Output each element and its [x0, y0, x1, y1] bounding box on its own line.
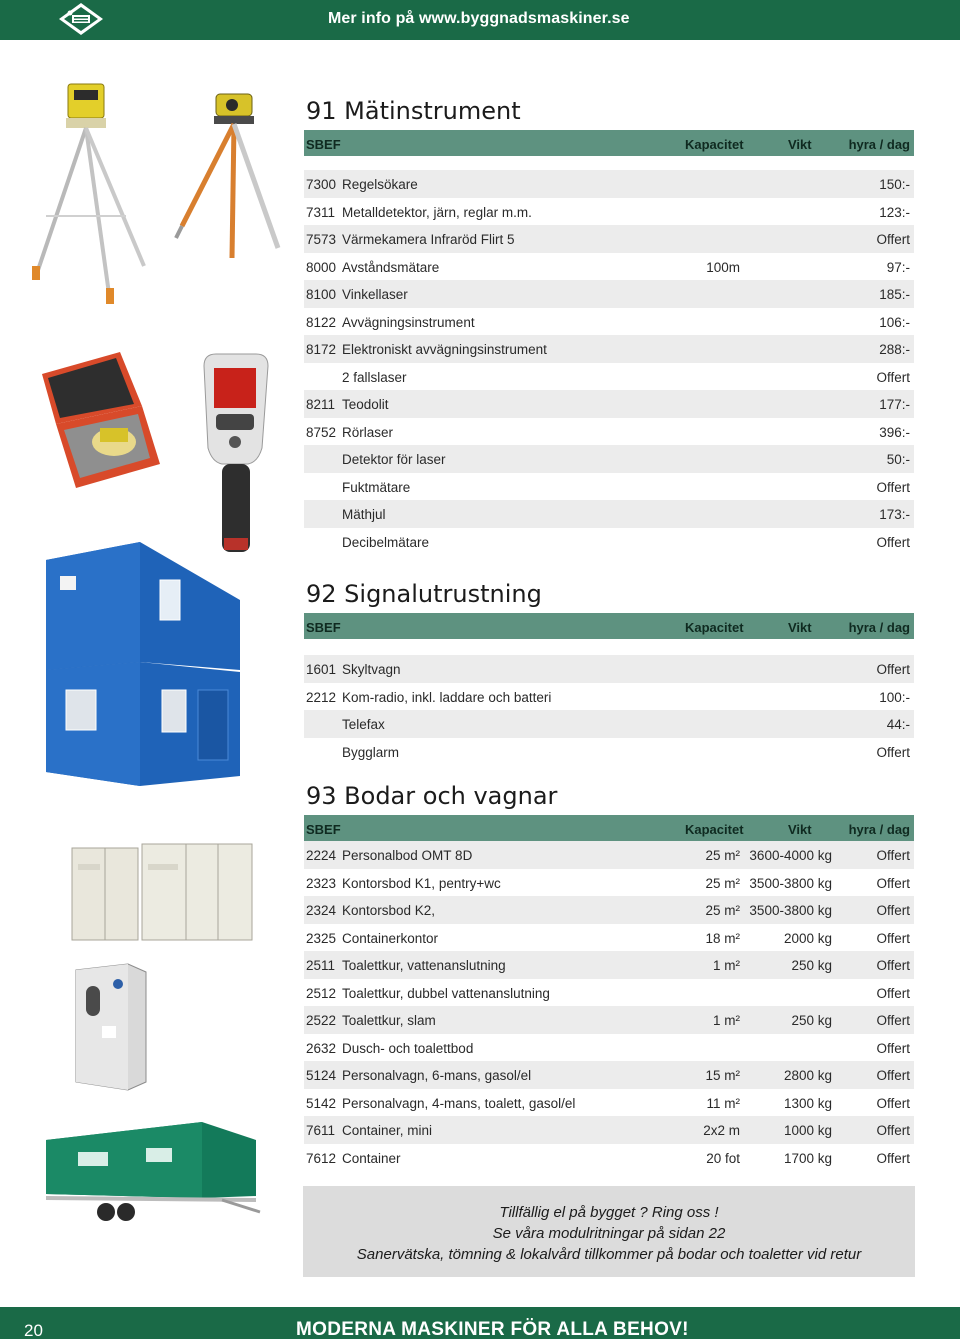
column-vikt: Vikt: [788, 822, 812, 837]
kapacitet-cell: 20 fot: [706, 1150, 740, 1166]
portable-toilet-image: [72, 962, 150, 1092]
price-cell: Offert: [876, 479, 910, 495]
table-row: [304, 418, 914, 446]
info-line-sanervatska: Sanervätska, tömning & lokalvård tillkommer på bodar och toaletter vid retur: [356, 1246, 862, 1263]
sbef-cell: 8000: [306, 259, 337, 275]
table-row: [304, 170, 914, 198]
price-cell: Offert: [876, 1068, 910, 1083]
name-cell: 2 fallslaser: [342, 369, 407, 385]
column-hyra: hyra / dag: [848, 620, 910, 635]
kapacitet-cell: 2x2 m: [703, 1123, 740, 1138]
table-row: [304, 1061, 914, 1089]
price-cell: Offert: [876, 662, 910, 677]
price-cell: Offert: [876, 369, 910, 385]
price-cell: Offert: [876, 1095, 910, 1111]
green-trailer-image: [42, 1118, 264, 1224]
table-row: [304, 1089, 914, 1117]
section-91-matinstrument: [304, 92, 914, 555]
vikt-cell: 3600-4000 kg: [749, 848, 832, 863]
sbef-cell: 8211: [306, 397, 336, 412]
table-row: [304, 445, 914, 473]
info-box: [303, 1186, 915, 1277]
price-cell: Offert: [876, 1150, 910, 1166]
footer-slogan: MODERNA MASKINER FÖR ALLA BEHOV!: [296, 1319, 689, 1339]
sbef-cell: 7300: [306, 177, 337, 192]
sbef-cell: 5142: [306, 1095, 337, 1111]
vikt-cell: 250 kg: [791, 1013, 832, 1028]
sbef-cell: 7573: [306, 232, 337, 247]
vikt-cell: 3500-3800 kg: [749, 875, 832, 891]
name-cell: Containerkontor: [342, 930, 439, 946]
price-cell: Offert: [876, 903, 910, 918]
kapacitet-cell: 11 m²: [706, 1095, 740, 1111]
name-cell: Värmekamera Infraröd Flirt 5: [342, 232, 515, 247]
sbef-cell: 2224: [306, 848, 337, 863]
name-cell: Toalettkur, slam: [342, 1013, 436, 1028]
table-row: [304, 253, 914, 281]
level-tripod-image: [174, 88, 284, 264]
kapacitet-cell: 15 m²: [705, 1068, 740, 1083]
name-cell: Vinkellaser: [342, 287, 408, 302]
kapacitet-cell: 18 m²: [705, 930, 740, 946]
table-row: [304, 1116, 914, 1144]
table-row: [304, 896, 914, 924]
kapacitet-cell: 25 m²: [705, 903, 740, 918]
name-cell: Decibelmätare: [342, 534, 430, 550]
sbef-cell: 2632: [306, 1040, 337, 1056]
table-header: [304, 613, 914, 639]
column-sbef: SBEF: [306, 620, 341, 635]
price-cell: Offert: [876, 958, 910, 973]
laser-case-image: [36, 346, 164, 496]
column-vikt: Vikt: [788, 620, 812, 635]
table-row: [304, 1034, 914, 1062]
sbef-cell: 5124: [306, 1068, 337, 1083]
sbef-cell: 8100: [306, 287, 337, 302]
price-cell: Offert: [876, 1013, 910, 1028]
price-cell: 150:-: [879, 177, 910, 192]
table-body: [304, 170, 914, 555]
table-header: [304, 130, 914, 156]
table-row: [304, 951, 914, 979]
thermal-camera-image: [198, 352, 272, 556]
info-line-modulritningar: Se våra modulritningar på sidan 22: [492, 1225, 726, 1242]
name-cell: Toalettkur, vattenanslutning: [342, 958, 506, 973]
sbef-cell: 2212: [306, 689, 337, 705]
name-cell: Rörlaser: [342, 424, 394, 440]
table-row: [304, 198, 914, 226]
price-cell: Offert: [876, 848, 910, 863]
price-cell: 106:-: [879, 314, 910, 330]
sbef-cell: 2324: [306, 903, 337, 918]
website-link[interactable]: Mer info på www.byggnadsmaskiner.se: [328, 10, 630, 27]
sbef-cell: 7311: [306, 204, 336, 220]
table-body: [304, 655, 914, 765]
name-cell: Container: [342, 1150, 401, 1166]
name-cell: Toalettkur, dubbel vattenanslutning: [342, 985, 550, 1001]
vikt-cell: 1300 kg: [783, 1095, 832, 1111]
price-cell: 173:-: [879, 507, 910, 522]
table-row: [304, 363, 914, 391]
price-cell: Offert: [876, 1123, 910, 1138]
table-row: [304, 308, 914, 336]
laser-tripod-image: [26, 76, 154, 308]
price-cell: 177:-: [879, 397, 910, 412]
price-cell: 123:-: [879, 204, 910, 220]
table-row: [304, 869, 914, 897]
price-cell: 100:-: [879, 689, 910, 705]
name-cell: Skyltvagn: [342, 662, 401, 677]
section-title: 93 Bodar och vagnar: [306, 782, 558, 810]
vikt-cell: 2800 kg: [783, 1068, 832, 1083]
section-title: 92 Signalutrustning: [306, 580, 542, 608]
kapacitet-cell: 25 m²: [705, 848, 740, 863]
price-cell: Offert: [876, 744, 910, 760]
table-row: [304, 473, 914, 501]
name-cell: Dusch- och toalettbod: [342, 1040, 474, 1056]
price-cell: 44:-: [886, 717, 910, 732]
table-body: [304, 841, 914, 1171]
name-cell: Kontorsbod K1, pentry+wc: [342, 875, 501, 891]
price-cell: 50:-: [886, 452, 910, 467]
table-header: [304, 815, 914, 841]
name-cell: Container, mini: [342, 1123, 433, 1138]
name-cell: Avståndsmätare: [342, 259, 440, 275]
name-cell: Teodolit: [342, 397, 389, 412]
column-vikt: Vikt: [788, 137, 812, 152]
sbef-cell: 2522: [306, 1013, 337, 1028]
name-cell: Fuktmätare: [342, 479, 411, 495]
name-cell: Regelsökare: [342, 177, 418, 192]
stacked-site-huts-image: [40, 540, 246, 790]
column-sbef: SBEF: [306, 822, 341, 837]
name-cell: Elektroniskt avvägningsinstrument: [342, 342, 547, 357]
price-cell: Offert: [876, 1040, 910, 1056]
vikt-cell: 1000 kg: [783, 1123, 832, 1138]
column-kapacitet: Kapacitet: [685, 620, 744, 635]
name-cell: Kom-radio, inkl. laddare och batteri: [342, 689, 552, 705]
price-cell: Offert: [876, 534, 910, 550]
name-cell: Detektor för laser: [342, 452, 446, 467]
sbef-cell: 2511: [306, 958, 336, 973]
sbef-cell: 1601: [306, 662, 337, 677]
info-line-el: Tillfällig el på bygget ? Ring oss !: [499, 1204, 719, 1221]
vikt-cell: 2000 kg: [783, 930, 832, 946]
price-cell: Offert: [876, 985, 910, 1001]
header-bar: [0, 0, 960, 40]
name-cell: Telefax: [342, 717, 385, 732]
table-row: [304, 1006, 914, 1034]
table-row: [304, 1144, 914, 1172]
name-cell: Personalvagn, 4-mans, toalett, gasol/el: [342, 1095, 576, 1111]
company-logo-icon: [58, 2, 104, 36]
kapacitet-cell: 1 m²: [713, 1013, 740, 1028]
name-cell: Metalldetektor, järn, reglar m.m.: [342, 204, 532, 220]
kapacitet-cell: 100m: [706, 259, 740, 275]
table-row: [304, 280, 914, 308]
vikt-cell: 3500-3800 kg: [749, 903, 832, 918]
name-cell: Personalbod OMT 8D: [342, 848, 473, 863]
column-kapacitet: Kapacitet: [685, 822, 744, 837]
table-row: [304, 979, 914, 1007]
section-title: 91 Mätinstrument: [306, 97, 521, 125]
column-kapacitet: Kapacitet: [685, 137, 744, 152]
section-93-bodar-och-vagnar: [304, 777, 914, 1171]
table-row: [304, 500, 914, 528]
kapacitet-cell: 1 m²: [713, 958, 740, 973]
price-cell: 396:-: [879, 424, 910, 440]
sbef-cell: 8122: [306, 314, 337, 330]
vikt-cell: 250 kg: [791, 958, 832, 973]
sbef-cell: 7612: [306, 1150, 337, 1166]
name-cell: Personalvagn, 6-mans, gasol/el: [342, 1068, 532, 1083]
price-cell: 185:-: [879, 287, 910, 302]
name-cell: Avvägningsinstrument: [342, 314, 475, 330]
name-cell: Mäthjul: [342, 507, 386, 522]
kapacitet-cell: 25 m²: [705, 875, 740, 891]
section-92-signalutrustning: [304, 575, 914, 765]
price-cell: Offert: [876, 875, 910, 891]
table-row: [304, 655, 914, 683]
sbef-cell: 2512: [306, 985, 337, 1001]
table-row: [304, 841, 914, 869]
sbef-cell: 2323: [306, 875, 337, 891]
table-row: [304, 225, 914, 253]
table-row: [304, 390, 914, 418]
table-row: [304, 335, 914, 363]
footer-bar: [0, 1307, 960, 1339]
table-row: [304, 924, 914, 952]
price-cell: 288:-: [879, 342, 910, 357]
table-row: [304, 710, 914, 738]
sbef-cell: 2325: [306, 930, 337, 946]
vikt-cell: 1700 kg: [783, 1150, 832, 1166]
price-cell: Offert: [876, 232, 910, 247]
table-row: [304, 528, 914, 556]
table-row: [304, 738, 914, 766]
column-sbef: SBEF: [306, 137, 341, 152]
table-row: [304, 683, 914, 711]
sbef-cell: 7611: [306, 1123, 336, 1138]
column-hyra: hyra / dag: [848, 137, 910, 152]
name-cell: Kontorsbod K2,: [342, 903, 436, 918]
price-cell: 97:-: [886, 259, 910, 275]
white-containers-image: [68, 840, 256, 944]
name-cell: Bygglarm: [342, 744, 400, 760]
page-number: 20: [24, 1321, 43, 1339]
price-cell: Offert: [876, 930, 910, 946]
sbef-cell: 8752: [306, 424, 337, 440]
sbef-cell: 8172: [306, 342, 337, 357]
column-hyra: hyra / dag: [848, 822, 910, 837]
